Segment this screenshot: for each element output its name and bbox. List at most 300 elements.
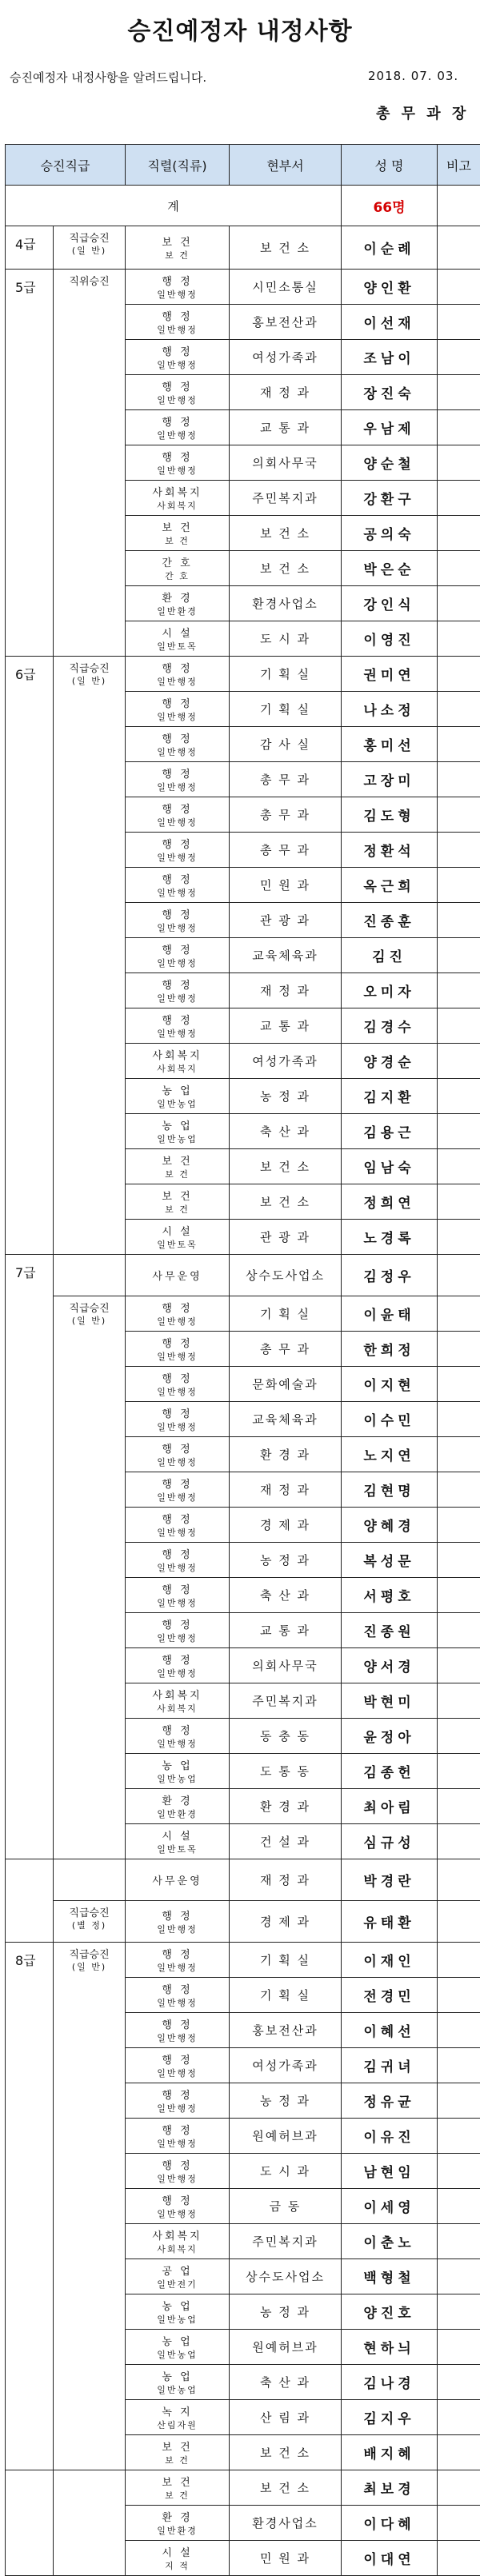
office-cell: 민 원 과 [230, 868, 342, 903]
office-cell: 농 정 과 [230, 2083, 342, 2119]
name-cell: 김용근 [342, 1114, 438, 1149]
job-series-cell [126, 1543, 230, 1578]
remarks-cell [438, 2470, 480, 2506]
job-class: 일반농업 [126, 2313, 229, 2326]
job-series-cell [126, 1255, 230, 1296]
job-class: 일반행정 [126, 745, 229, 758]
office-cell: 주민복지과 [230, 2224, 342, 2259]
job-class: 일반행정 [126, 1526, 229, 1539]
office-cell: 여성가족과 [230, 1044, 342, 1079]
job-class: 일반행정 [126, 1350, 229, 1363]
office-cell: 보 건 소 [230, 516, 342, 551]
job-series: 행 정 [162, 2019, 192, 2031]
job-series: 사회복지 [152, 2231, 202, 2243]
name-cell: 정희연 [342, 1184, 438, 1220]
job-series: 농 업 [162, 1760, 192, 1772]
job-series: 행 정 [162, 381, 192, 393]
name-cell: 정유균 [342, 2083, 438, 2119]
name-cell: 박경란 [342, 1859, 438, 1901]
job-series-cell [126, 2189, 230, 2224]
job-class: 사회복지 [126, 2243, 229, 2255]
remarks-cell [438, 226, 480, 270]
job-class: 일반행정 [126, 710, 229, 723]
remarks-cell [438, 1402, 480, 1437]
job-class: 일반행정 [126, 288, 229, 301]
name-cell: 이재인 [342, 1943, 438, 1978]
office-cell: 의회사무국 [230, 445, 342, 481]
job-series-cell [126, 226, 230, 270]
total-value: 66명 [342, 186, 438, 226]
office-cell: 농 정 과 [230, 2294, 342, 2330]
job-class: 일반행정 [126, 1561, 229, 1574]
job-series: 보 건 [162, 2442, 192, 2454]
job-class: 일반환경 [126, 2524, 229, 2537]
office-cell: 교 통 과 [230, 1008, 342, 1044]
office-cell: 재 정 과 [230, 1859, 342, 1901]
job-series-cell [126, 1508, 230, 1543]
promotion-type-cell [54, 1296, 126, 1859]
remarks-cell [438, 1149, 480, 1184]
job-class: 일반행정 [126, 992, 229, 1004]
office-cell: 교 통 과 [230, 410, 342, 445]
office-cell: 환경사업소 [230, 586, 342, 621]
name-cell: 김지우 [342, 2400, 438, 2435]
name-cell: 양진호 [342, 2294, 438, 2330]
promotion-type-cell [54, 1859, 126, 1901]
name-cell: 김경수 [342, 1008, 438, 1044]
office-cell: 기 획 실 [230, 1943, 342, 1978]
job-series: 사회복지 [152, 487, 202, 499]
job-series-cell [126, 1943, 230, 1978]
office-cell: 경 제 과 [230, 1901, 342, 1943]
job-series-cell [126, 2224, 230, 2259]
job-series-cell [126, 1824, 230, 1859]
name-cell: 현하늬 [342, 2330, 438, 2365]
table-row [6, 270, 480, 305]
promotion-type: 직급승진 [69, 1907, 109, 1919]
job-class: 일반행정 [126, 2067, 229, 2079]
remarks-cell [438, 2048, 480, 2083]
name-cell: 이세영 [342, 2189, 438, 2224]
job-series: 행 정 [162, 1949, 192, 1961]
remarks-cell [438, 481, 480, 516]
table-row [6, 1296, 480, 1332]
job-series: 행 정 [162, 804, 192, 816]
remarks-cell [438, 2119, 480, 2154]
job-series-cell [126, 1578, 230, 1613]
job-series-cell [126, 2435, 230, 2470]
remarks-cell [438, 1978, 480, 2013]
grade-cell: 6급 [6, 657, 54, 1255]
remarks-cell [438, 586, 480, 621]
office-cell: 기 획 실 [230, 1296, 342, 1332]
job-class: 일반행정 [126, 1996, 229, 2009]
table-row [6, 2470, 480, 2506]
name-cell: 양순철 [342, 445, 438, 481]
office-cell: 도 시 과 [230, 2154, 342, 2189]
job-class: 일반행정 [126, 886, 229, 899]
office-cell: 동 충 동 [230, 1719, 342, 1754]
remarks-cell [438, 762, 480, 797]
job-series: 행 정 [162, 1619, 192, 1631]
job-series: 사회복지 [152, 1050, 202, 1062]
job-class: 일반행정 [126, 358, 229, 371]
job-series-cell [126, 1648, 230, 1683]
job-series-cell [126, 1437, 230, 1472]
office-cell: 보 건 소 [230, 226, 342, 270]
job-class: 일반행정 [126, 1456, 229, 1468]
office-cell: 축 산 과 [230, 2365, 342, 2400]
remarks-cell [438, 2365, 480, 2400]
job-series: 보 건 [162, 522, 192, 534]
remarks-cell [438, 2506, 480, 2541]
job-class: 보 건 [126, 249, 229, 262]
office-cell: 축 산 과 [230, 1578, 342, 1613]
remarks-cell [438, 621, 480, 657]
remarks-cell [438, 2224, 480, 2259]
job-series: 시 설 [162, 1226, 192, 1238]
office-cell: 보 건 소 [230, 2470, 342, 2506]
job-series-cell [126, 1978, 230, 2013]
job-series-cell [126, 1859, 230, 1901]
job-series: 농 업 [162, 2301, 192, 2313]
remarks-cell [438, 1943, 480, 1978]
job-class: 일반행정 [126, 957, 229, 969]
job-class: 보 건 [126, 1168, 229, 1180]
job-class: 보 건 [126, 2454, 229, 2466]
job-class: 일반행정 [126, 2102, 229, 2115]
job-series: 사무운영 [152, 1875, 202, 1887]
job-class: 일반행정 [126, 921, 229, 934]
remarks-cell [438, 1079, 480, 1114]
job-series-cell [126, 410, 230, 445]
office-cell: 산 림 과 [230, 2400, 342, 2435]
table-row [6, 657, 480, 692]
office-cell: 재 정 과 [230, 375, 342, 410]
job-series: 행 정 [162, 1444, 192, 1456]
grade-cell: 7급 [6, 1255, 54, 1859]
job-series: 행 정 [162, 2055, 192, 2067]
office-cell: 관 광 과 [230, 903, 342, 938]
name-cell: 이영진 [342, 621, 438, 657]
job-series: 행 정 [162, 1373, 192, 1385]
name-cell: 한희정 [342, 1332, 438, 1367]
table-row [6, 1901, 480, 1943]
job-series-cell [126, 1367, 230, 1402]
job-series: 사무운영 [152, 1271, 202, 1283]
table-row [6, 1943, 480, 1978]
name-cell: 공의숙 [342, 516, 438, 551]
job-series: 행 정 [162, 945, 192, 957]
office-cell: 농 정 과 [230, 1543, 342, 1578]
remarks-cell [438, 1789, 480, 1824]
job-series-cell [126, 2400, 230, 2435]
job-class: 일반행정 [126, 1923, 229, 1935]
job-series-cell [126, 1296, 230, 1332]
job-series-cell [126, 2013, 230, 2048]
job-series: 행 정 [162, 1408, 192, 1420]
job-series: 행 정 [162, 874, 192, 886]
table-row [6, 1255, 480, 1296]
job-class: 지 적 [126, 2559, 229, 2572]
job-series: 행 정 [162, 1655, 192, 1667]
job-class: 일반농업 [126, 2383, 229, 2396]
office-cell: 금 동 [230, 2189, 342, 2224]
name-cell: 심규성 [342, 1824, 438, 1859]
job-series-cell [126, 797, 230, 833]
job-class: 일반행정 [126, 1385, 229, 1398]
job-series-cell [126, 1901, 230, 1943]
job-class: 일반행정 [126, 2207, 229, 2220]
remarks-cell [438, 375, 480, 410]
remarks-cell [438, 1367, 480, 1402]
office-cell: 환 경 과 [230, 1437, 342, 1472]
promotion-type-cell [54, 270, 126, 657]
remarks-cell [438, 1719, 480, 1754]
name-cell: 이순례 [342, 226, 438, 270]
remarks-cell [438, 2154, 480, 2189]
office-cell: 민 원 과 [230, 2541, 342, 2576]
job-series: 녹 지 [162, 2406, 192, 2418]
name-cell: 장진숙 [342, 375, 438, 410]
office-cell: 기 획 실 [230, 657, 342, 692]
office-cell: 홍보전산과 [230, 2013, 342, 2048]
remarks-cell [438, 1296, 480, 1332]
job-series: 행 정 [162, 2125, 192, 2137]
name-cell: 김지환 [342, 1079, 438, 1114]
name-cell: 최아림 [342, 1789, 438, 1824]
job-class: 일반행정 [126, 1491, 229, 1504]
job-class: 일반행정 [126, 2137, 229, 2150]
job-class: 일반행정 [126, 1667, 229, 1679]
office-cell: 도 시 과 [230, 621, 342, 657]
grade-cell: 4급 [6, 226, 54, 270]
promotion-type-cell [54, 1255, 126, 1296]
job-series: 행 정 [162, 2195, 192, 2207]
job-series-cell [126, 1079, 230, 1114]
job-series-cell [126, 2470, 230, 2506]
office-cell: 보 건 소 [230, 1149, 342, 1184]
job-series-cell [126, 445, 230, 481]
name-cell: 남현임 [342, 2154, 438, 2189]
name-cell: 배지혜 [342, 2435, 438, 2470]
remarks-cell [438, 305, 480, 340]
remarks-cell [438, 2330, 480, 2365]
job-class: 일반행정 [126, 1737, 229, 1750]
table-row [6, 226, 480, 270]
remarks-cell [438, 516, 480, 551]
remarks-cell [438, 1332, 480, 1367]
job-series: 행 정 [162, 1549, 192, 1561]
promotion-type: 직급승진 [69, 1949, 109, 1961]
job-series-cell [126, 833, 230, 868]
job-series-cell [126, 2119, 230, 2154]
job-series: 시 설 [162, 628, 192, 640]
job-class: 일반행정 [126, 429, 229, 441]
office-cell: 보 건 소 [230, 2435, 342, 2470]
job-series: 행 정 [162, 1479, 192, 1491]
job-series-cell [126, 762, 230, 797]
job-series: 행 정 [162, 1514, 192, 1526]
job-series: 환 경 [162, 1795, 192, 1807]
job-class: 일반토목 [126, 1843, 229, 1855]
job-class: 일반행정 [126, 2031, 229, 2044]
office-cell: 주민복지과 [230, 481, 342, 516]
remarks-cell [438, 1508, 480, 1543]
office-cell: 관 광 과 [230, 1220, 342, 1255]
job-series-cell [126, 305, 230, 340]
job-series: 행 정 [162, 1584, 192, 1596]
remarks-cell [438, 1220, 480, 1255]
remarks-cell [438, 973, 480, 1008]
promotion-type-cell [54, 1901, 126, 1943]
job-series-cell [126, 340, 230, 375]
name-cell: 박은순 [342, 551, 438, 586]
office-cell: 교육체육과 [230, 938, 342, 973]
remarks-cell [438, 1114, 480, 1149]
name-cell: 진종원 [342, 1613, 438, 1648]
office-cell: 감 사 실 [230, 727, 342, 762]
job-class: 일반농업 [126, 1772, 229, 1785]
office-cell: 교 통 과 [230, 1613, 342, 1648]
job-class: 일반행정 [126, 464, 229, 477]
office-cell: 총 무 과 [230, 833, 342, 868]
job-class: 보 건 [126, 534, 229, 547]
name-cell: 김진 [342, 938, 438, 973]
table-row [6, 1859, 480, 1901]
promotion-type-cell [54, 657, 126, 1255]
job-class: 일반행정 [126, 1315, 229, 1328]
promotion-type-sub: (일 반) [54, 1315, 125, 1327]
job-series-cell [126, 2541, 230, 2576]
job-series-cell [126, 586, 230, 621]
promotion-type-sub: (일 반) [54, 1961, 125, 1973]
job-series-cell [126, 727, 230, 762]
office-cell: 재 정 과 [230, 1472, 342, 1508]
job-series-cell [126, 2330, 230, 2365]
remarks-cell [438, 1648, 480, 1683]
job-series: 농 업 [162, 2336, 192, 2348]
job-series: 농 업 [162, 1085, 192, 1097]
office-cell: 홍보전산과 [230, 305, 342, 340]
job-series-cell [126, 2083, 230, 2119]
job-series-cell [126, 1472, 230, 1508]
office-cell: 총 무 과 [230, 762, 342, 797]
office-cell: 도 통 동 [230, 1754, 342, 1789]
name-cell: 양혜경 [342, 1508, 438, 1543]
remarks-cell [438, 445, 480, 481]
table-header-row [6, 145, 480, 186]
remarks-cell [438, 657, 480, 692]
job-series-cell [126, 868, 230, 903]
job-series-cell [126, 2154, 230, 2189]
name-cell: 박현미 [342, 1683, 438, 1719]
promotion-type: 직급승진 [69, 233, 109, 245]
name-cell: 강환구 [342, 481, 438, 516]
remarks-cell [438, 692, 480, 727]
grade-cell [6, 2470, 54, 2576]
name-cell: 김정우 [342, 1255, 438, 1296]
remarks-cell [438, 2013, 480, 2048]
job-series: 행 정 [162, 276, 192, 288]
job-series-cell [126, 2365, 230, 2400]
promotion-type-sub: (일 반) [54, 245, 125, 257]
promotion-type: 직급승진 [69, 663, 109, 675]
name-cell: 이다혜 [342, 2506, 438, 2541]
job-series: 행 정 [162, 346, 192, 358]
job-series-cell [126, 1149, 230, 1184]
job-series: 환 경 [162, 2512, 192, 2524]
promotion-type-cell [54, 226, 126, 270]
name-cell: 홍미선 [342, 727, 438, 762]
name-cell: 양서경 [342, 1648, 438, 1683]
name-cell: 이춘노 [342, 2224, 438, 2259]
office-cell: 여성가족과 [230, 340, 342, 375]
job-class: 일반전기 [126, 2278, 229, 2290]
name-cell: 유태환 [342, 1901, 438, 1943]
promotion-type-sub: (일 반) [54, 675, 125, 687]
job-class: 일반행정 [126, 1961, 229, 1974]
header-name: 성 명 [342, 145, 438, 186]
remarks-cell [438, 1543, 480, 1578]
remarks-cell [438, 903, 480, 938]
office-cell: 재 정 과 [230, 973, 342, 1008]
office-cell: 보 건 소 [230, 551, 342, 586]
name-cell: 이혜선 [342, 2013, 438, 2048]
name-cell: 이대연 [342, 2541, 438, 2576]
office-cell: 총 무 과 [230, 797, 342, 833]
office-cell: 기 획 실 [230, 1978, 342, 2013]
office-cell: 문화예술과 [230, 1367, 342, 1402]
job-series-cell [126, 1402, 230, 1437]
name-cell: 이윤태 [342, 1296, 438, 1332]
remarks-cell [438, 1754, 480, 1789]
grade-cell [6, 1859, 54, 1943]
name-cell: 옥근희 [342, 868, 438, 903]
remarks-cell [438, 1901, 480, 1943]
office-cell: 시민소통실 [230, 270, 342, 305]
job-series: 행 정 [162, 980, 192, 992]
promotion-type-sub: (별 정) [54, 1919, 125, 1931]
name-cell: 조남이 [342, 340, 438, 375]
office-cell: 보 건 소 [230, 1184, 342, 1220]
office-cell: 주민복지과 [230, 1683, 342, 1719]
job-series: 간 호 [162, 557, 192, 569]
job-series: 농 업 [162, 2371, 192, 2383]
job-class: 일반행정 [126, 1631, 229, 1644]
job-series-cell [126, 621, 230, 657]
grade-cell: 8급 [6, 1943, 54, 2470]
job-series: 행 정 [162, 1725, 192, 1737]
remarks-cell [438, 868, 480, 903]
job-class: 일반토목 [126, 1238, 229, 1251]
job-series: 행 정 [162, 1338, 192, 1350]
job-series: 농 업 [162, 1120, 192, 1132]
job-series: 행 정 [162, 1984, 192, 1996]
remarks-cell [438, 1683, 480, 1719]
job-class: 일반환경 [126, 605, 229, 617]
remarks-cell [438, 340, 480, 375]
promotion-table [5, 144, 480, 2576]
job-class: 일반환경 [126, 1807, 229, 1820]
remarks-cell [438, 727, 480, 762]
promotion-type: 직위승진 [69, 276, 109, 288]
job-series-cell [126, 938, 230, 973]
job-series-cell [126, 1719, 230, 1754]
remarks-cell [438, 797, 480, 833]
name-cell: 양인환 [342, 270, 438, 305]
remarks-cell [438, 1613, 480, 1648]
